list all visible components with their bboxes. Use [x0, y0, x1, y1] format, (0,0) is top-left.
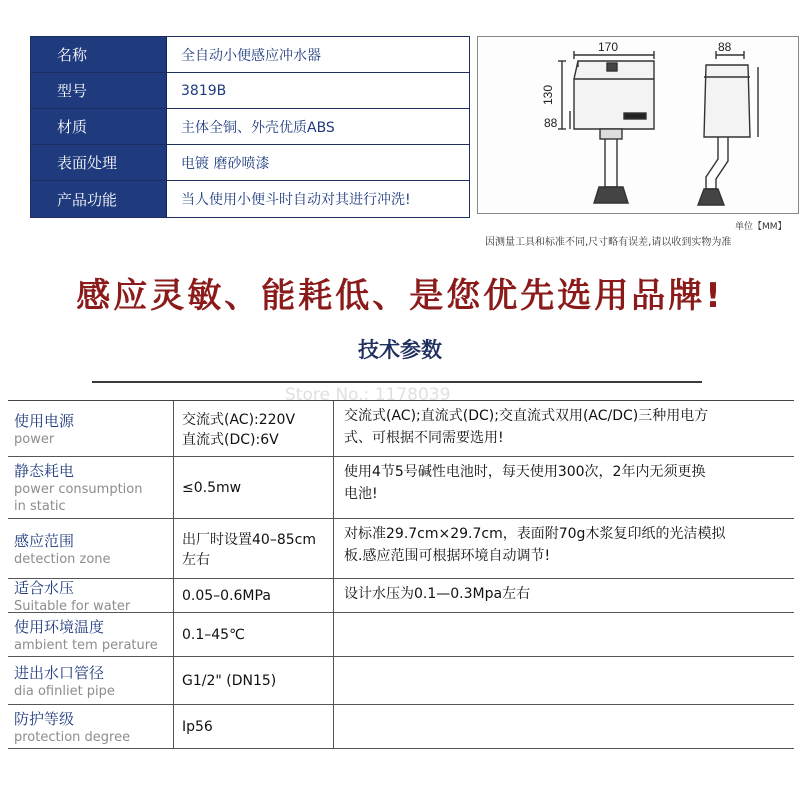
param-value: 出厂时设置40–85cm [182, 531, 316, 548]
param-value: ≤0.5mw [182, 479, 242, 496]
param-row [8, 657, 794, 705]
spec-key: 名称 [31, 37, 167, 72]
param-note: 板.感应范围可根据环境自动调节! [344, 548, 551, 564]
param-name-cn: 使用电源 [14, 411, 75, 430]
param-value-cell [174, 579, 334, 612]
param-note-cell [334, 457, 794, 518]
spec-row [31, 181, 469, 217]
param-row [8, 519, 794, 579]
dim-width-label: 170 [598, 40, 619, 54]
spec-row [31, 37, 469, 73]
param-row [8, 457, 794, 519]
param-note-cell [334, 657, 794, 704]
param-note: 使用4节5号碱性电池时，每天使用300次，2年内无须更换 [344, 464, 706, 480]
param-name-cn: 使用环境温度 [14, 617, 105, 636]
param-name-cell [8, 401, 174, 456]
param-value: 0.05–0.6MPa [182, 587, 271, 604]
param-name-cell [8, 457, 174, 518]
spec-row [31, 145, 469, 181]
slogan: 感应灵敏、能耗低、是您优先选用品牌! [76, 276, 724, 316]
param-note-cell [334, 705, 794, 748]
spec-key: 型号 [31, 73, 167, 108]
param-value-cell [174, 705, 334, 748]
param-note: 设计水压为0.1—0.3Mpa左右 [344, 586, 531, 602]
param-value-cell [174, 457, 334, 518]
param-note-cell [334, 579, 794, 612]
param-name-en: in static [14, 499, 66, 514]
param-value-cell [174, 519, 334, 578]
param-value-cell [174, 401, 334, 456]
store-watermark: Store No.: 1178039 [285, 385, 451, 405]
param-value: 直流式(DC):6V [182, 431, 279, 448]
unit-note: 单位【MM】 [735, 222, 787, 232]
param-name-cn: 防护等级 [14, 709, 75, 728]
disclaimer: 因测量工具和标准不同,尺寸略有误差,请以收到实物为准 [485, 237, 732, 248]
title-divider [92, 381, 702, 383]
param-value: 左右 [182, 551, 210, 568]
param-name-en: ambient tem perature [14, 637, 158, 653]
param-value: Ip56 [182, 718, 213, 735]
param-note-cell [334, 401, 794, 456]
param-note: 式、可根据不同需要选用! [344, 430, 504, 446]
param-row [8, 613, 794, 657]
spec-table [30, 36, 470, 218]
params-table [8, 400, 794, 749]
spec-row [31, 109, 469, 145]
spec-value: 3819B [167, 73, 469, 108]
param-name-cell [8, 705, 174, 748]
param-name-en: power consumption [14, 482, 143, 497]
param-name-cn: 感应范围 [14, 531, 75, 550]
param-name-cell [8, 613, 174, 656]
param-name-cell [8, 657, 174, 704]
dim-depth-label: 88 [718, 40, 732, 54]
param-note: 对标准29.7cm×29.7cm，表面附70g木浆复印纸的光洁模拟 [344, 526, 726, 542]
param-name-cn: 进出水口管径 [14, 663, 105, 682]
spec-value: 主体全铜、外壳优质ABS [167, 109, 469, 144]
param-note-cell [334, 519, 794, 578]
param-row [8, 401, 794, 457]
param-name-cn: 静态耗电 [14, 462, 75, 480]
param-note: 电池! [344, 486, 378, 502]
dim-height-label: 130 [541, 84, 555, 105]
param-value-cell [174, 613, 334, 656]
param-value: 交流式(AC):220V [182, 411, 296, 428]
param-name-en: detection zone [14, 551, 111, 567]
dimension-drawing [478, 37, 800, 215]
param-name-cell [8, 579, 174, 612]
param-name-en: dia ofinliet pipe [14, 683, 115, 699]
spec-value: 全自动小便感应冲水器 [167, 37, 469, 72]
param-name-en: protection degree [14, 729, 131, 745]
param-name-cell [8, 519, 174, 578]
spec-row [31, 73, 469, 109]
spec-key: 表面处理 [31, 145, 167, 180]
param-name-en: power [14, 431, 55, 447]
product-drawing [477, 36, 799, 214]
param-name-cn: 适合水压 [14, 578, 75, 597]
spec-key: 材质 [31, 109, 167, 144]
spec-value: 电镀 磨砂喷漆 [167, 145, 469, 180]
tech-params-title: 技术参数 [358, 338, 442, 362]
param-value: G1/2" (DN15) [182, 672, 277, 689]
dim-offset-label: 88 [544, 116, 558, 130]
param-note: 交流式(AC);直流式(DC);交直流式双用(AC/DC)三种用电方 [344, 408, 709, 424]
param-name-en: Suitable for water [14, 598, 131, 614]
spec-value: 当人使用小便斗时自动对其进行冲洗! [167, 181, 469, 217]
param-value-cell [174, 657, 334, 704]
param-row [8, 705, 794, 749]
spec-key: 产品功能 [31, 181, 167, 217]
param-value: 0.1–45℃ [182, 626, 245, 643]
param-row [8, 579, 794, 613]
param-note-cell [334, 613, 794, 656]
